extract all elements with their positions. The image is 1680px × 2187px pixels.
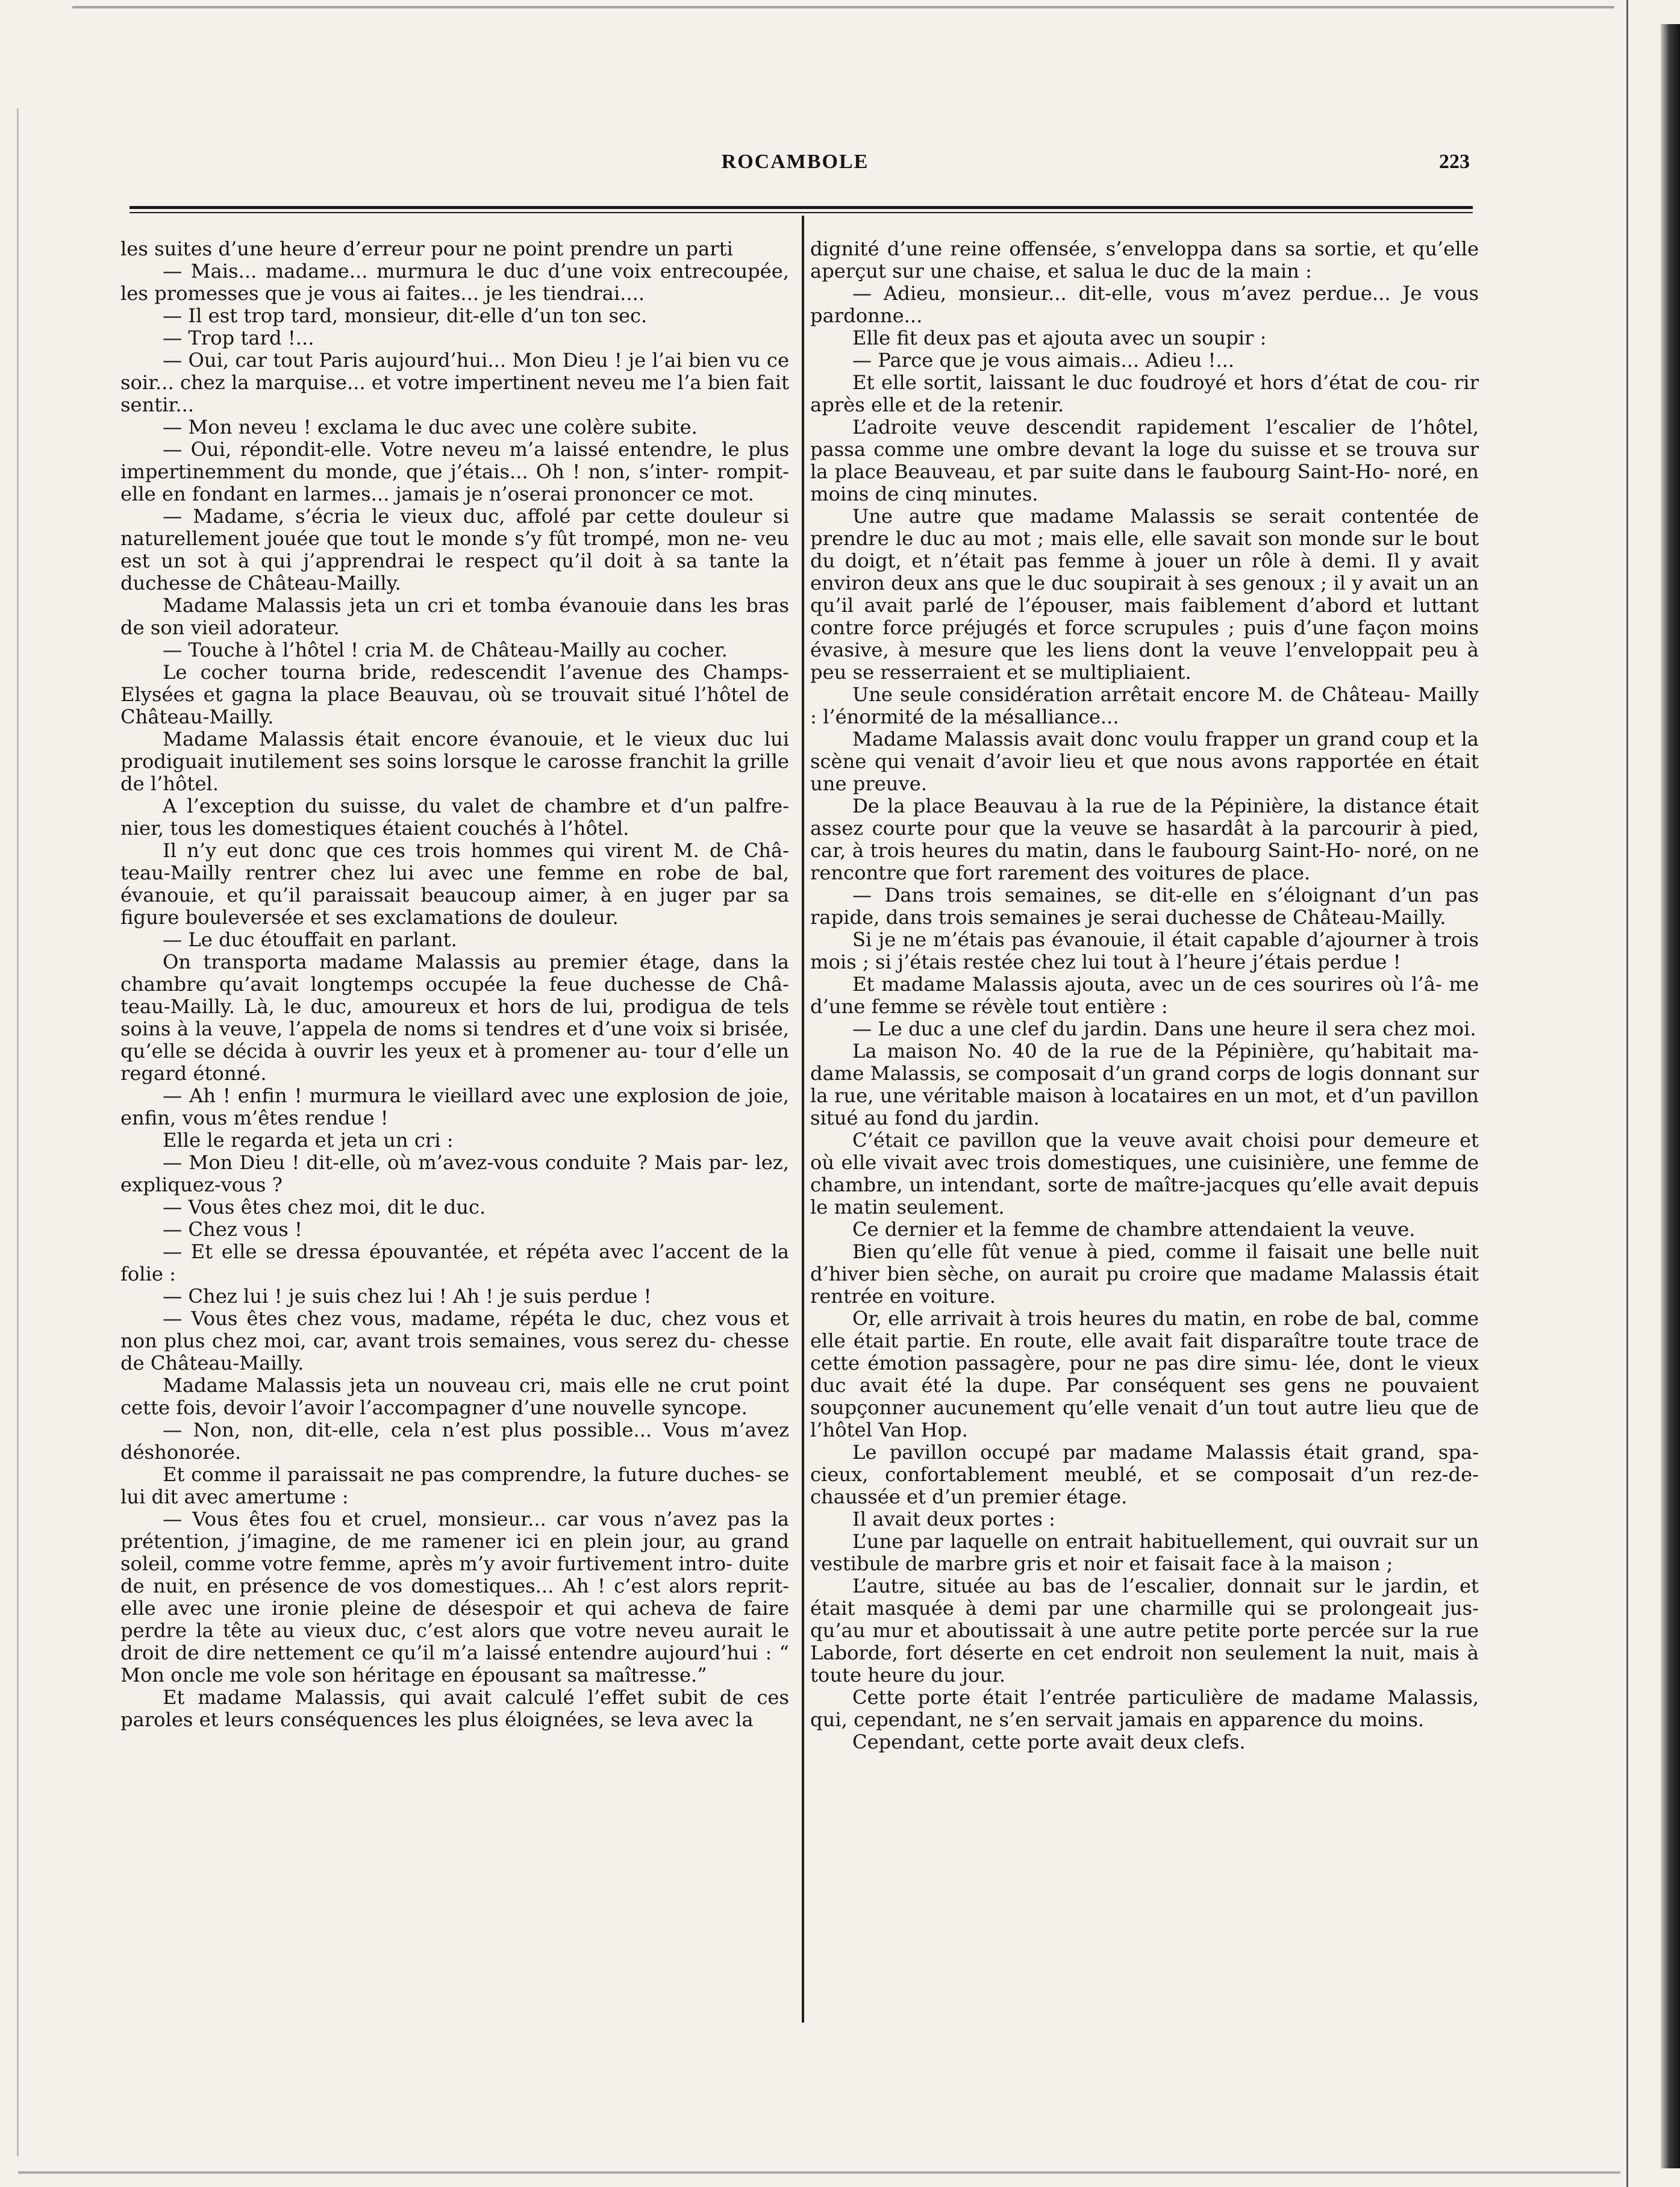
- paragraph: — Vous êtes fou et cruel, monsieur... car vous n’avez pas la prétention, j’imagine, de me ramener ici en plein jour, au grand soleil, comme votre femme, après m’y avoir furtivement intro- duite de nuit, en présence de vos domestiques... Ah ! c’est alors reprit-elle avec une ironie pleine de désespoir et qui acheva de faire perdre la tête au vieux duc, c’est alors que votre neveu aurait le droit de dire nettement ce qu’il m’a laissé entendre aujourd’hui : “ Mon oncle me vole son héritage en épousant sa maîtresse.”: [120, 1508, 789, 1686]
- paragraph: Et elle sortit, laissant le duc foudroyé et hors d’état de cou- rir après elle et de la retenir.: [810, 371, 1479, 416]
- paragraph: — Le duc étouffait en parlant.: [163, 928, 457, 951]
- paragraph: — Il est trop tard, monsieur, dit-elle d’un ton sec.: [163, 304, 648, 327]
- paragraph: — Oui, répondit-elle. Votre neveu m’a laissé entendre, le plus impertinemment du monde, que j’étais... Oh ! non, s’inter- rompit-elle en fondant en larmes... jamais je n’oserai prononcer ce mot.: [120, 438, 789, 505]
- paragraph: — Vous êtes chez moi, dit le duc.: [163, 1196, 486, 1218]
- paragraph: Or, elle arrivait à trois heures du matin, en robe de bal, comme elle était partie. En route, elle avait fait disparaître toute trace de cette émotion passagère, pour ne pas dire simu- lée, dont le vieux duc avait été la dupe. Par conséquent ses gens ne pouvaient soupçonner aucunement qu’elle venait d’un tout autre lieu que de l’hôtel Van Hop.: [810, 1307, 1479, 1441]
- column-divider: [802, 216, 804, 2023]
- paragraph: Madame Malassis avait donc voulu frapper un grand coup et la scène qui venait d’avoir lieu et que nous avons rapportée en était une preuve.: [810, 728, 1479, 795]
- paragraph: — Non, non, dit-elle, cela n’est plus possible... Vous m’avez déshonorée.: [120, 1418, 789, 1464]
- paragraph: — Parce que je vous aimais... Adieu !...: [852, 349, 1235, 372]
- paragraph: L’adroite veuve descendit rapidement l’escalier de l’hôtel, passa comme une ombre devant la loge du suisse et se trouva sur la place Beauveau, et par suite dans le faubourg Saint-Ho- noré, en moins de cinq minutes.: [810, 416, 1479, 505]
- paragraph: Cette porte était l’entrée particulière de madame Malassis, qui, cependant, ne s’en servait jamais en apparence du moins.: [810, 1686, 1479, 1731]
- paragraph: — Madame, s’écria le vieux duc, affolé par cette douleur si naturellement jouée que tout le monde s’y fût trompé, mon ne- veu est un sot à qui j’apprendrai le respect qu’il doit à sa tante la duchesse de Château-Mailly.: [120, 505, 789, 594]
- paragraph: — Mon neveu ! exclama le duc avec une colère subite.: [163, 416, 698, 438]
- paragraph: De la place Beauvau à la rue de la Pépinière, la distance était assez courte pour que la veuve se hasardât à la parcourir à pied, car, à trois heures du matin, dans le faubourg Saint-Ho- noré, on ne rencontre que fort rarement des voitures de place.: [810, 794, 1479, 884]
- paragraph: Si je ne m’étais pas évanouie, il était capable d’ajourner à trois mois ; si j’étais restée chez lui tout à l’heure j’étais perdue !: [810, 928, 1479, 973]
- paragraph: Bien qu’elle fût venue à pied, comme il faisait une belle nuit d’hiver bien sèche, on aurait pu croire que madame Malassis était rentrée en voiture.: [810, 1240, 1479, 1308]
- running-title: ROCAMBOLE: [721, 151, 869, 173]
- paragraph: La maison No. 40 de la rue de la Pépinière, qu’habitait ma- dame Malassis, se composait d’un grand corps de logis donnant sur la rue, une véritable maison à locataires en un mot, et d’un pavillon situé au fond du jardin.: [810, 1040, 1479, 1129]
- paragraph: — Touche à l’hôtel ! cria M. de Château-Mailly au cocher.: [163, 638, 728, 661]
- paragraph: — Oui, car tout Paris aujourd’hui... Mon Dieu ! je l’ai bien vu ce soir... chez la marquise... et votre impertinent neveu me l’a bien fait sentir...: [120, 349, 789, 416]
- paragraph: L’autre, située au bas de l’escalier, donnait sur le jardin, et était masquée à demi par une charmille qui se prolongeait jus- qu’au mur et aboutissait à une autre petite porte percée sur la rue Laborde, fort déserte en cet endroit non seulement la nuit, mais à toute heure du jour.: [810, 1574, 1479, 1686]
- paragraph: Une seule considération arrêtait encore M. de Château- Mailly : l’énormité de la mésalliance...: [810, 683, 1479, 728]
- paragraph: On transporta madame Malassis au premier étage, dans la chambre qu’avait longtemps occupée la feue duchesse de Châ- teau-Mailly. Là, le duc, amoureux et hors de lui, prodigua de tels soins à la veuve, l’appela de noms si tendres et d’une voix si brisée, qu’elle se décida à ouvrir les yeux et à promener au- tour d’elle un regard étonné.: [120, 950, 789, 1085]
- paragraph: Le pavillon occupé par madame Malassis était grand, spa- cieux, confortablement meublé, et se composait d’un rez-de- chaussée et d’un premier étage.: [810, 1441, 1479, 1508]
- scan-edge-right-shadow: [1661, 24, 1680, 2168]
- paragraph: L’une par laquelle on entrait habituellement, qui ouvrait sur un vestibule de marbre gris et noir et faisait face à la maison ;: [810, 1530, 1479, 1575]
- paragraph: Madame Malassis jeta un nouveau cri, mais elle ne crut point cette fois, devoir l’avoir l’accompagner d’une nouvelle syncope.: [120, 1374, 789, 1419]
- paragraph: — Mon Dieu ! dit-elle, où m’avez-vous conduite ? Mais par- lez, expliquez-vous ?: [120, 1151, 789, 1196]
- header-rule-thick: [130, 206, 1473, 209]
- paragraph: Une autre que madame Malassis se serait contentée de prendre le duc au mot ; mais elle, elle savait son monde sur le bout du doigt, et n’était pas femme à jouer un rôle à demi. Il y avait environ deux ans que le duc soupirait à ses genoux ; il y avait un an qu’il avait parlé de l’épouser, mais faiblement d’abord et luttant contre force préjugés et force scrupules ; puis d’une façon moins évasive, à mesure que les liens dont la veuve l’enveloppait peu à peu se resserraient et se multipliaient.: [810, 505, 1479, 684]
- paragraph: A l’exception du suisse, du valet de chambre et d’un palfre- nier, tous les domestiques étaient couchés à l’hôtel.: [120, 794, 789, 840]
- paragraph: Et madame Malassis, qui avait calculé l’effet subit de ces paroles et leurs conséquences les plus éloignées, se leva avec la: [120, 1686, 789, 1731]
- paragraph: Elle le regarda et jeta un cri :: [163, 1129, 454, 1152]
- left-column: [120, 238, 789, 1731]
- paragraph: Cependant, cette porte avait deux clefs.: [852, 1730, 1246, 1753]
- right-column: [810, 238, 1479, 1753]
- page-header: [120, 151, 1470, 181]
- paragraph: — Chez vous !: [163, 1218, 302, 1241]
- paragraph: les suites d’une heure d’erreur pour ne point prendre un parti: [120, 237, 733, 260]
- paragraph: Il n’y eut donc que ces trois hommes qui virent M. de Châ- teau-Mailly rentrer chez lui avec une femme en robe de bal, évanouie, et qu’il paraissait beaucoup aimer, à en juger par sa figure bouleversée et ses exclamations de douleur.: [120, 839, 789, 929]
- paragraph: dignité d’une reine offensée, s’enveloppa dans sa sortie, et qu’elle aperçut sur une chaise, et salua le duc de la main :: [810, 237, 1479, 282]
- paragraph: — Adieu, monsieur... dit-elle, vous m’avez perdue... Je vous pardonne...: [810, 282, 1479, 327]
- header-rule-thin: [130, 212, 1473, 213]
- paragraph: Ce dernier et la femme de chambre attendaient la veuve.: [852, 1218, 1416, 1241]
- paragraph: Et madame Malassis ajouta, avec un de ces sourires où l’â- me d’une femme se révèle tout entière :: [810, 973, 1479, 1018]
- paragraph: Et comme il paraissait ne pas comprendre, la future duches- se lui dit avec amertume :: [120, 1463, 789, 1508]
- scan-edge-top: [72, 6, 1614, 8]
- scan-edge-right-line: [1626, 0, 1628, 2187]
- paragraph: Elle fit deux pas et ajouta avec un soupir :: [852, 326, 1267, 349]
- paragraph: Il avait deux portes :: [852, 1508, 1055, 1530]
- paragraph: C’était ce pavillon que la veuve avait choisi pour demeure et où elle vivait avec trois domestiques, une cuisinière, une femme de chambre, un intendant, sorte de maître-jacques qu’elle avait depuis le matin seulement.: [810, 1129, 1479, 1218]
- page-number: 223: [1439, 151, 1470, 173]
- paragraph: — Chez lui ! je suis chez lui ! Ah ! je suis perdue !: [163, 1285, 652, 1308]
- paragraph: — Le duc a une clef du jardin. Dans une heure il sera chez moi.: [852, 1017, 1476, 1040]
- paragraph: — Trop tard !...: [163, 326, 314, 349]
- paragraph: Madame Malassis jeta un cri et tomba évanouie dans les bras de son vieil adorateur.: [120, 594, 789, 639]
- paragraph: — Ah ! enfin ! murmura le vieillard avec une explosion de joie, enfin, vous m’êtes rendue !: [120, 1084, 789, 1129]
- paragraph: — Mais... madame... murmura le duc d’une voix entrecoupée, les promesses que je vous ai faites... je les tiendrai....: [120, 260, 789, 305]
- paragraph: Madame Malassis était encore évanouie, et le vieux duc lui prodiguait inutilement ses soins lorsque le carosse franchit la grille de l’hôtel.: [120, 728, 789, 795]
- paragraph: — Vous êtes chez vous, madame, répéta le duc, chez vous et non plus chez moi, car, avant trois semaines, vous serez du- chesse de Château-Mailly.: [120, 1307, 789, 1374]
- scan-edge-left: [17, 108, 19, 2156]
- paragraph: Le cocher tourna bride, redescendit l’avenue des Champs- Elysées et gagna la place Beauvau, où se trouvait situé l’hôtel de Château-Mailly.: [120, 661, 789, 728]
- paragraph: — Et elle se dressa épouvantée, et répéta avec l’accent de la folie :: [120, 1240, 789, 1285]
- paragraph: — Dans trois semaines, se dit-elle en s’éloignant d’un pas rapide, dans trois semaines je serai duchesse de Château-Mailly.: [810, 884, 1479, 929]
- scan-edge-bottom: [18, 2171, 1620, 2174]
